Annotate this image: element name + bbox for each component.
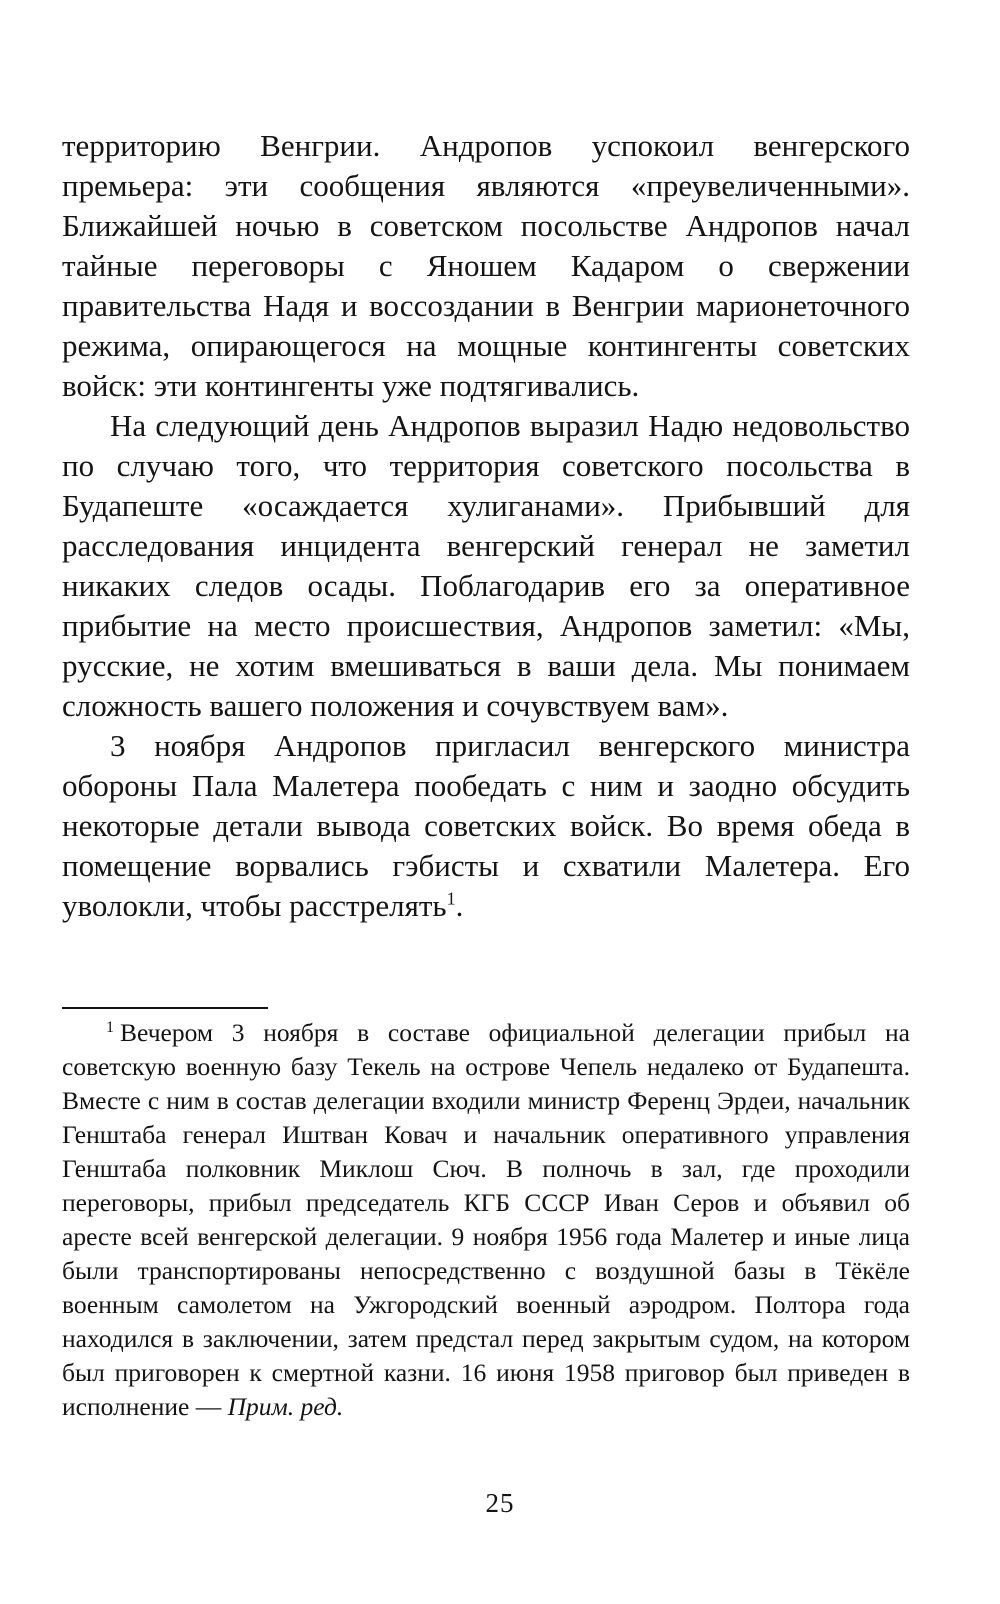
footnote-text: Вечером 3 ноября в составе официальной делегации прибыл на советскую военную базу Текель на острове Чепель недалеко от Будапешта. Вместе с ним в состав делегации входили министр Ференц Эрдеи, начальник Генштаба генерал Иштван Ковач и начальник оперативного управления Генштаба полковник Миклош Сюч. В полночь в зал, где проходили переговоры, прибыл председатель КГБ СССР Иван Серов и объявил об аресте всей венгерской делегации. 9 ноября 1956 года Малетер и иные лица были транспортированы непосредственно с воздушной базы в Тёкёле военным самолетом на Ужгородский военный аэродром. Полтора года находился в заключении, затем предстал перед закрытым судом, на котором был приговорен к смертной казни. 16 июня 1958 приговор был приведен в исполнение —	[62, 1018, 910, 1421]
paragraph-2: На следующий день Андропов выразил Надю недовольство по случаю того, что территория советского посольства в Будапеште «осаждается хулиганами». Прибывший для расследования инцидента венгерский генерал не заметил никаких следов осады. Поблагодарив его за оперативное прибытие на место происшествия, Андропов заметил: «Мы, русские, не хотим вмешиваться в ваши дела. Мы понимаем сложность вашего положения и сочувствуем вам».	[62, 408, 910, 723]
footnote-marker: 1	[106, 1018, 114, 1036]
main-text	[62, 126, 910, 926]
footnote-divider	[62, 1007, 268, 1009]
editor-note: Прим. ред.	[227, 1392, 344, 1421]
paragraph-3-text: 3 ноября Андропов пригласил венгерского министра обороны Пала Малетера пообедать с ним и заодно обсудить некоторые детали вывода советских войск. Во время обеда в помещение ворвались гэбисты и схватили Малетера. Его уволокли, чтобы расстрелять	[62, 728, 910, 923]
footnote-reference[interactable]: 1	[446, 888, 456, 909]
page-number: 25	[485, 1488, 515, 1518]
paragraph-3-end: .	[455, 888, 464, 923]
paragraph-3	[62, 726, 910, 926]
paragraph-1: территорию Венгрии. Андропов успокоил венгерского премьера: эти сообщения являются «преувеличенными». Ближайшей ночью в советском посольстве Андропов начал тайные переговоры с Яношем Кадаром о свержении правительства Надя и воссоздании в Венгрии марионеточного режима, опирающегося на мощные контингенты советских войск: эти контингенты уже подтягивались.	[62, 128, 910, 403]
footnote	[62, 1016, 910, 1424]
